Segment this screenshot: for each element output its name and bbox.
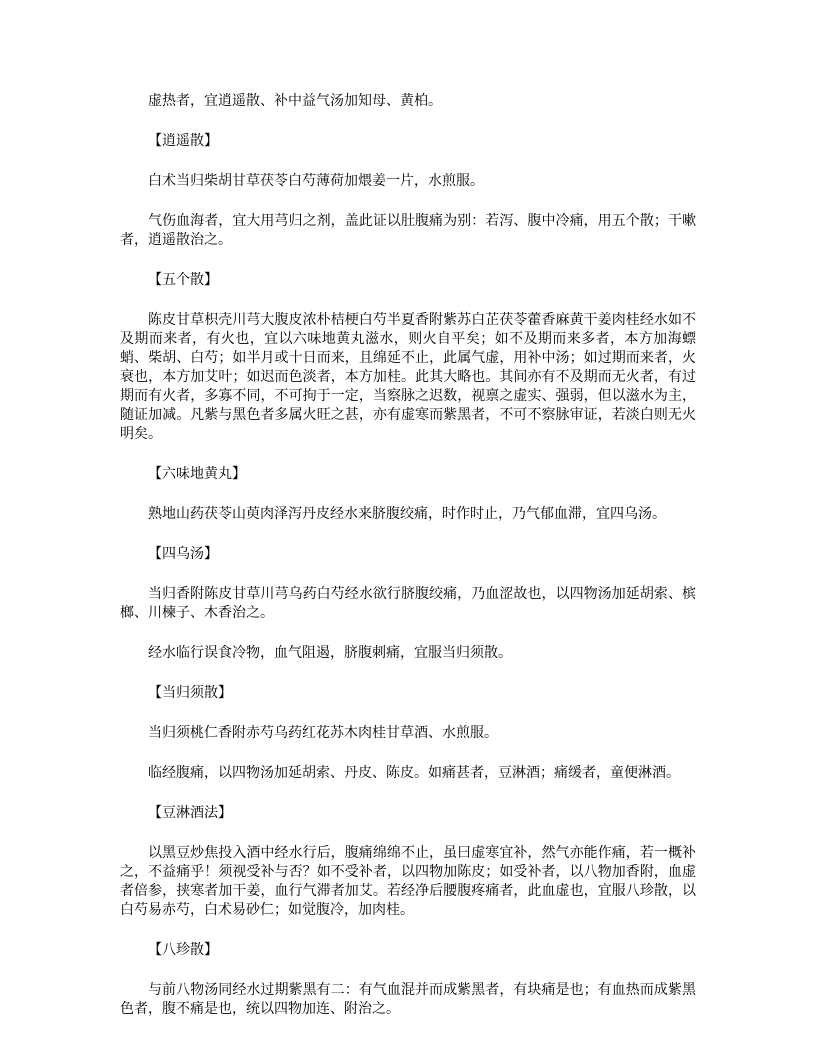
paragraph: 当归香附陈皮甘草川芎乌药白芍经水欲行脐腹绞痛，乃血涩故也，以四物汤加延胡索、槟榔、川楝子、木香治之。 bbox=[120, 586, 696, 621]
paragraph: 经水临行误食冷物，血气阻遏，脐腹刺痛，宜服当归须散。 bbox=[148, 645, 512, 661]
paragraph: 临经腹痛，以四物汤加延胡索、丹皮、陈皮。如痛甚者，豆淋酒；痛缓者，童便淋酒。 bbox=[148, 765, 680, 781]
paragraph: 与前八物汤同经水过期紫黑有二：有气血混并而成紫黑者，有块痛是也；有血热而成紫黑色者，腹不痛是也，统以四物加连、附治之。 bbox=[120, 982, 696, 1017]
section-heading: 【逍遥散】 bbox=[148, 133, 218, 149]
paragraph: 当归须桃仁香附赤芍乌药红花苏木肉桂甘草酒、水煎服。 bbox=[148, 725, 498, 741]
paragraph: 气伤血海者，宜大用芎归之剂，盖此证以肚腹痛为别：若泻、腹中冷痛，用五个散；干嗽者，逍遥散治之。 bbox=[120, 213, 696, 248]
section-heading: 【六味地黄丸】 bbox=[148, 466, 246, 482]
paragraph: 虚热者，宜逍遥散、补中益气汤加知母、黄柏。 bbox=[148, 93, 442, 109]
section-heading: 【五个散】 bbox=[148, 272, 218, 288]
paragraph: 陈皮甘草枳壳川芎大腹皮浓朴桔梗白芍半夏香附紫苏白芷茯苓藿香麻黄干姜肉桂经水如不及期而来者，有火也，宜以六味地黄丸滋水，则火自平矣；如不及期而来多者，本方加海螵蛸、柴胡、白芍；如半月或十日而来，且绵延不止，此属气虚，用补中汤；如过期而来者，火衰也，本方加艾叶；如迟而色淡者，本方加桂。此其大略也。其间亦有不及期而无火者，有过期而有火者，多寡不同，不可拘于一定，当察脉之迟数，视禀之虚实、强弱，但以滋水为主，随证加减。凡紫与黑色者多属火旺之甚，亦有虚寒而紫黑者，不可不察脉审证，若淡白则无火明矣。 bbox=[120, 312, 696, 442]
paragraph: 以黑豆炒焦投入酒中经水行后，腹痛绵绵不止，虽曰虚寒宜补，然气亦能作痛，若一概补之，不益痛乎！须视受补与否？如不受补者，以四物加陈皮；如受补者，以八物加香附，血虚者倍参，挟寒者加干姜，血行气滞者加艾。若经净后腰腹疼痛者，此血虚也，宜服八珍散，以白芍易赤芍，白术易砂仁；如觉腹冷，加肉桂。 bbox=[120, 845, 696, 918]
section-heading: 【八珍散】 bbox=[148, 942, 218, 958]
paragraph: 熟地山药茯苓山萸肉泽泻丹皮经水来脐腹绞痛，时作时止，乃气郁血滞，宜四乌汤。 bbox=[148, 506, 666, 522]
section-heading: 【当归须散】 bbox=[148, 685, 232, 701]
section-heading: 【四乌汤】 bbox=[148, 546, 218, 562]
section-heading: 【豆淋酒法】 bbox=[148, 805, 232, 821]
paragraph: 白术当归柴胡甘草茯苓白芍薄荷加煨姜一片，水煎服。 bbox=[148, 173, 484, 189]
